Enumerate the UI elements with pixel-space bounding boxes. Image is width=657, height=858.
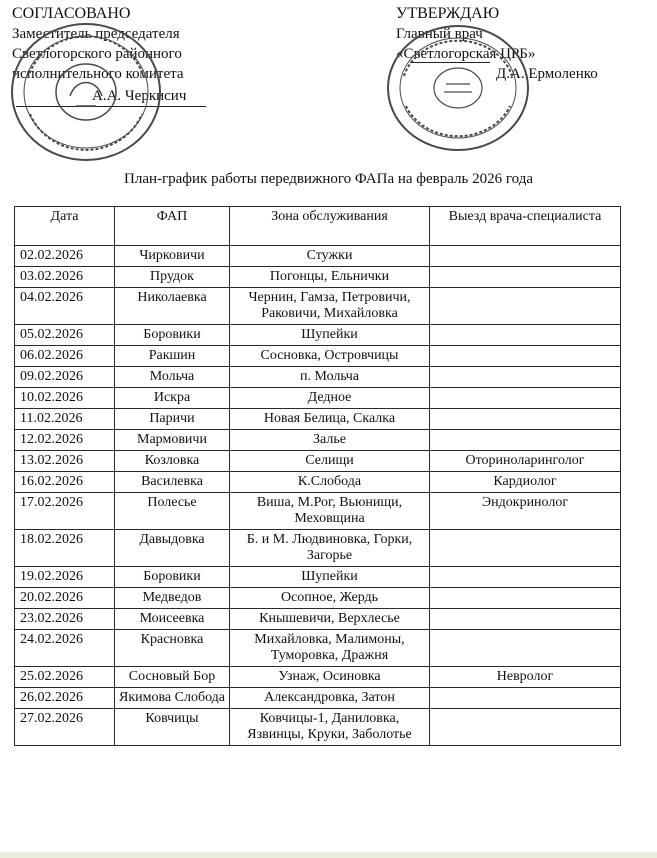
cell-date: 11.02.2026 <box>15 409 115 430</box>
cell-fap: Сосновый Бор <box>115 667 230 688</box>
cell-date: 05.02.2026 <box>15 325 115 346</box>
cell-zone: Узнаж, Осиновка <box>230 667 430 688</box>
cell-specialist <box>430 246 621 267</box>
approval-left-heading: СОГЛАСОВАНО <box>12 5 131 22</box>
official-seal-right <box>384 22 532 154</box>
table-row <box>15 409 621 430</box>
table-row <box>15 388 621 409</box>
cell-fap: Прудок <box>115 267 230 288</box>
cell-zone: Погонцы, Ельнички <box>230 267 430 288</box>
cell-fap: Козловка <box>115 451 230 472</box>
schedule-table <box>14 206 621 746</box>
cell-fap: Якимова Слобода <box>115 688 230 709</box>
cell-zone: Осопное, Жердь <box>230 588 430 609</box>
cell-fap: Василевка <box>115 472 230 493</box>
cell-specialist <box>430 530 621 567</box>
table-header-row <box>15 207 621 246</box>
cell-fap: Моисеевка <box>115 609 230 630</box>
cell-zone: К.Слобода <box>230 472 430 493</box>
cell-date: 24.02.2026 <box>15 630 115 667</box>
approval-right-line: «Светлогорская ЦРБ» <box>396 46 536 62</box>
table-row <box>15 667 621 688</box>
cell-zone: Стужки <box>230 246 430 267</box>
cell-zone: Александровка, Затон <box>230 688 430 709</box>
column-header-date: Дата <box>15 207 115 246</box>
cell-fap: Боровики <box>115 567 230 588</box>
cell-specialist <box>430 367 621 388</box>
table-row <box>15 472 621 493</box>
cell-zone: Новая Белица, Скалка <box>230 409 430 430</box>
cell-fap: Паричи <box>115 409 230 430</box>
cell-specialist <box>430 588 621 609</box>
cell-specialist <box>430 288 621 325</box>
cell-date: 19.02.2026 <box>15 567 115 588</box>
cell-date: 20.02.2026 <box>15 588 115 609</box>
cell-date: 18.02.2026 <box>15 530 115 567</box>
cell-zone: Селищи <box>230 451 430 472</box>
cell-zone: Ковчицы-1, Даниловка, Язвинцы, Круки, Заболотье <box>230 709 430 746</box>
table-row <box>15 346 621 367</box>
cell-zone: Виша, М.Рог, Вьюнищи, Меховщина <box>230 493 430 530</box>
cell-zone: Шупейки <box>230 325 430 346</box>
table-row <box>15 567 621 588</box>
approval-right-line: Главный врач <box>396 26 483 42</box>
cell-fap: Искра <box>115 388 230 409</box>
cell-fap: Давыдовка <box>115 530 230 567</box>
cell-date: 13.02.2026 <box>15 451 115 472</box>
table-row <box>15 530 621 567</box>
cell-specialist <box>430 409 621 430</box>
cell-date: 12.02.2026 <box>15 430 115 451</box>
table-row <box>15 630 621 667</box>
cell-fap: Мольча <box>115 367 230 388</box>
cell-date: 03.02.2026 <box>15 267 115 288</box>
table-row <box>15 267 621 288</box>
table-row <box>15 709 621 746</box>
cell-specialist: Невролог <box>430 667 621 688</box>
cell-date: 04.02.2026 <box>15 288 115 325</box>
table-row <box>15 451 621 472</box>
approval-right-heading: УТВЕРЖДАЮ <box>396 5 500 22</box>
cell-date: 23.02.2026 <box>15 609 115 630</box>
approval-left-line: Заместитель председателя <box>12 26 180 42</box>
table-row <box>15 325 621 346</box>
page-bottom-edge <box>0 852 657 858</box>
cell-specialist <box>430 267 621 288</box>
document-title: План-график работы передвижного ФАПа на февраль 2026 года <box>124 171 533 187</box>
table-row <box>15 588 621 609</box>
cell-fap: Красновка <box>115 630 230 667</box>
cell-fap: Ракшин <box>115 346 230 367</box>
cell-zone: Шупейки <box>230 567 430 588</box>
cell-specialist <box>430 688 621 709</box>
cell-specialist <box>430 567 621 588</box>
cell-zone: Михайловка, Малимоны, Туморовка, Дражня <box>230 630 430 667</box>
cell-specialist <box>430 325 621 346</box>
cell-fap: Николаевка <box>115 288 230 325</box>
official-seal-left <box>6 18 166 166</box>
table-row <box>15 246 621 267</box>
table-row <box>15 367 621 388</box>
cell-specialist <box>430 346 621 367</box>
cell-fap: Медведов <box>115 588 230 609</box>
cell-zone: Сосновка, Островчицы <box>230 346 430 367</box>
cell-specialist: Эндокринолог <box>430 493 621 530</box>
cell-specialist: Оториноларинголог <box>430 451 621 472</box>
cell-specialist <box>430 630 621 667</box>
cell-date: 27.02.2026 <box>15 709 115 746</box>
cell-fap: Чирковичи <box>115 246 230 267</box>
cell-fap: Ковчицы <box>115 709 230 746</box>
cell-zone: Чернин, Гамза, Петровичи, Раковичи, Михайловка <box>230 288 430 325</box>
column-header-specialist: Выезд врача-специалиста <box>430 207 621 246</box>
cell-zone: Дедное <box>230 388 430 409</box>
table-row <box>15 609 621 630</box>
cell-date: 26.02.2026 <box>15 688 115 709</box>
cell-date: 17.02.2026 <box>15 493 115 530</box>
cell-zone: п. Мольча <box>230 367 430 388</box>
cell-date: 09.02.2026 <box>15 367 115 388</box>
cell-date: 02.02.2026 <box>15 246 115 267</box>
table-row <box>15 493 621 530</box>
table-row <box>15 288 621 325</box>
approval-left-signatory: А.А. Черкисич <box>92 88 187 104</box>
cell-fap: Полесье <box>115 493 230 530</box>
table-row <box>15 430 621 451</box>
cell-specialist: Кардиолог <box>430 472 621 493</box>
cell-zone: Залье <box>230 430 430 451</box>
table-row <box>15 688 621 709</box>
approval-left-line: Светлогорского районного <box>12 46 182 62</box>
approval-left-line: исполнительного комитета <box>12 66 184 82</box>
cell-zone: Кнышевичи, Верхлесье <box>230 609 430 630</box>
cell-fap: Боровики <box>115 325 230 346</box>
cell-fap: Мармовичи <box>115 430 230 451</box>
cell-specialist <box>430 430 621 451</box>
cell-date: 06.02.2026 <box>15 346 115 367</box>
cell-date: 25.02.2026 <box>15 667 115 688</box>
cell-specialist <box>430 388 621 409</box>
cell-zone: Б. и М. Людвиновка, Горки, Загорье <box>230 530 430 567</box>
cell-specialist <box>430 609 621 630</box>
cell-date: 10.02.2026 <box>15 388 115 409</box>
cell-specialist <box>430 709 621 746</box>
column-header-zone: Зона обслуживания <box>230 207 430 246</box>
approval-right-signatory: Д.А. Ермоленко <box>496 66 598 82</box>
cell-date: 16.02.2026 <box>15 472 115 493</box>
column-header-fap: ФАП <box>115 207 230 246</box>
